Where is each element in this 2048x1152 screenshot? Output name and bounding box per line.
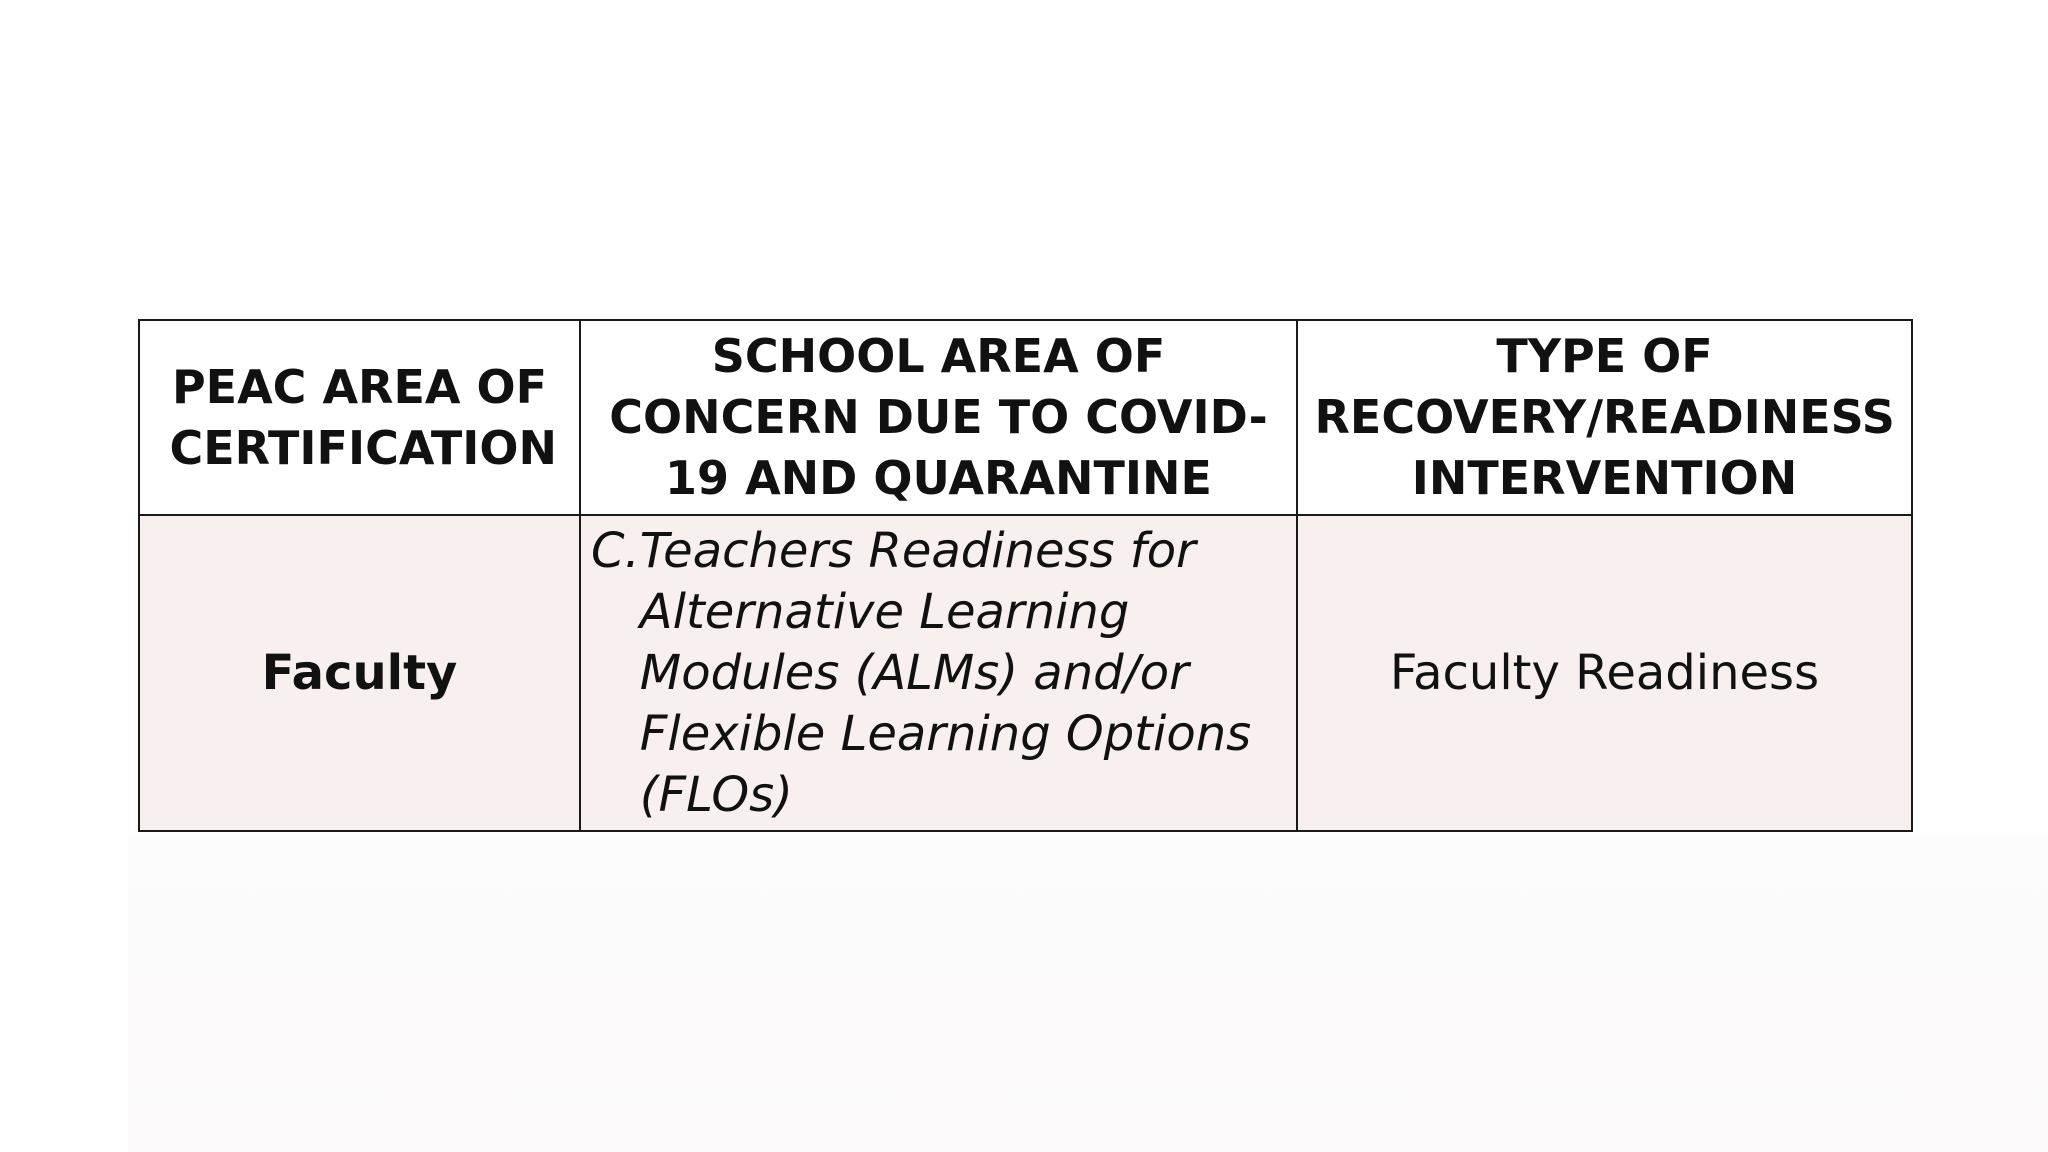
header-school-concern xyxy=(580,320,1297,515)
header-school-concern-label: SCHOOL AREA OF CONCERN DUE TO COVID-19 AND QUARANTINE xyxy=(609,329,1268,505)
intervention-text: Faculty Readiness xyxy=(1389,644,1820,701)
cell-concern xyxy=(580,515,1297,831)
area-text: Faculty xyxy=(261,644,458,701)
header-intervention-type-label: TYPE OF RECOVERY/READINESS INTERVENTION xyxy=(1314,329,1895,505)
concern-marker: C. xyxy=(591,522,640,579)
header-peac-area xyxy=(139,320,580,515)
background-shade xyxy=(128,835,2048,1152)
header-intervention-type xyxy=(1297,320,1912,515)
peac-table xyxy=(138,319,1913,832)
cell-area xyxy=(139,515,580,831)
table-row xyxy=(139,515,1912,831)
header-peac-area-label: PEAC AREA OF CERTIFICATION xyxy=(169,359,557,475)
cell-intervention xyxy=(1297,515,1912,831)
header-row xyxy=(139,320,1912,515)
concern-item xyxy=(581,521,1296,826)
concern-text: Teachers Readiness for Alternative Learning Modules (ALMs) and/or Flexible Learning Options (FLOs) xyxy=(639,522,1252,823)
